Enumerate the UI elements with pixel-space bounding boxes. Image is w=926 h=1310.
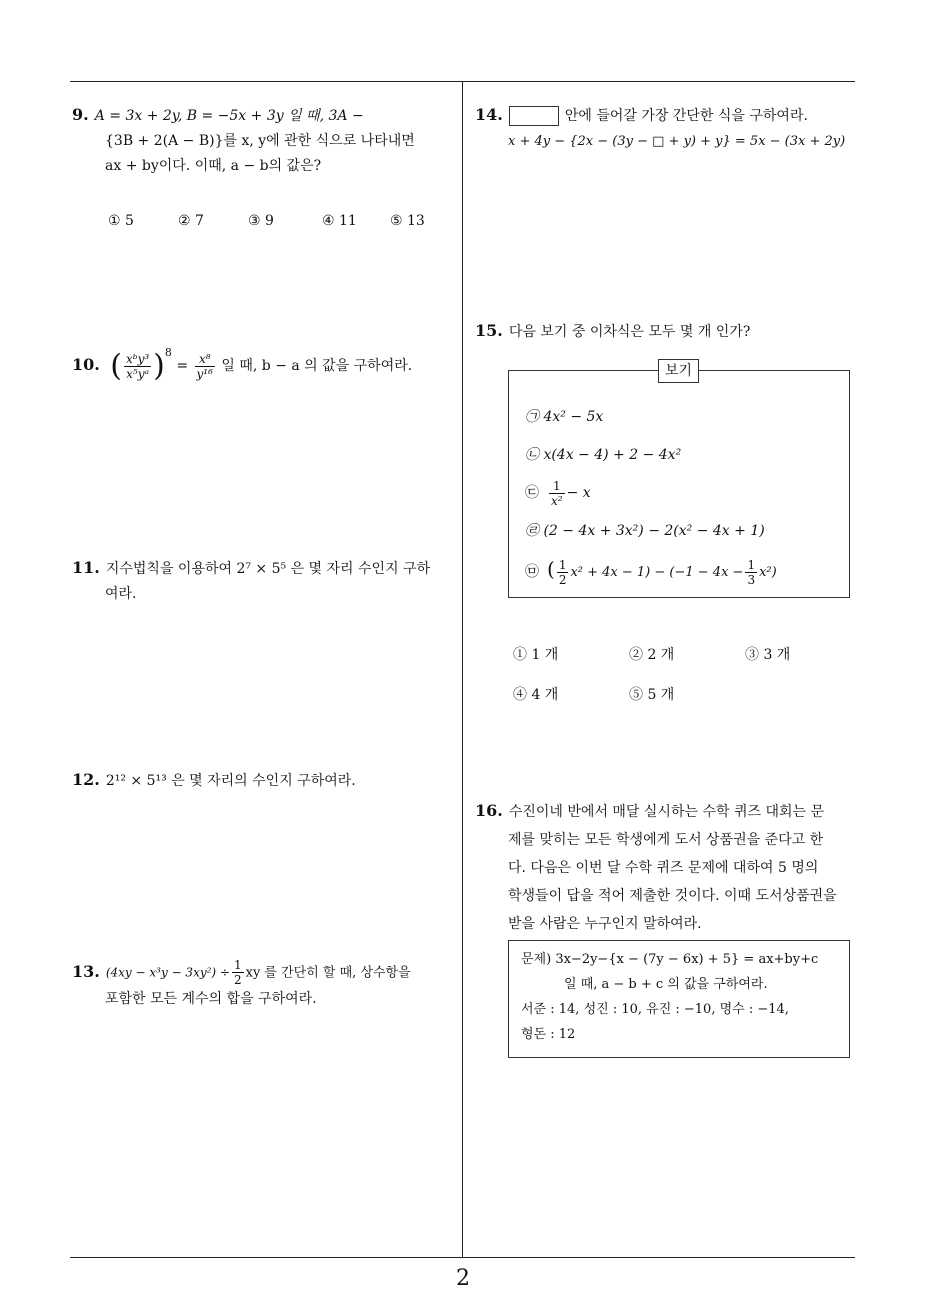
example-item-5: ㉤ ( $\frac{1}{2}$ x² + 4x − 1) − (−1 − 4x − $\frac{1}{3}$ x²)	[525, 557, 777, 587]
choice-2[interactable]: ② 2 개	[629, 647, 675, 663]
choice-4[interactable]: ④ 11	[322, 213, 357, 229]
fraction-lhs: $\frac{\text{xᵇy³}}{\text{x⁵yᵃ}}$	[126, 351, 150, 381]
problem-9	[72, 102, 457, 234]
example-items	[525, 398, 845, 592]
problem-10: 10. ( $\frac{\text{xᵇy³}}{\text{x⁵yᵃ}}$ )$^8$ = $\frac{\text{x⁸}}{\text{y¹⁶}}$ 일 때, b − a 의 값을 구하여라.	[72, 346, 413, 384]
problem-number: 12.	[72, 770, 100, 789]
choice-4[interactable]: ④ 4 개	[513, 687, 559, 703]
problem-text: A = 3x + 2y, B = −5x + 3y 일 때, 3A −	[94, 108, 364, 124]
problem-number: 15.	[475, 321, 503, 340]
example-item-4: ㉣ (2 − 4x + 3x²) − 2(x² − 4x + 1)	[525, 523, 765, 539]
fraction: $\frac{1}{3}$	[747, 557, 756, 587]
problem-number: 9.	[72, 105, 89, 124]
problem-13	[72, 958, 457, 1012]
problem-text: 일 때, b − a 의 값을 구하여라.	[221, 358, 413, 374]
problem-15	[475, 318, 860, 345]
problem-12	[72, 767, 457, 794]
problem-box-content	[521, 947, 851, 1047]
answer-choices	[72, 209, 457, 234]
example-item-3: ㉢ $\frac{1}{\text{x²}}$ − x	[525, 478, 591, 508]
problem-text: 다음 보기 중 이차식은 모두 몇 개 인가?	[508, 324, 751, 340]
problem-text: 받을 사람은 누구인지 말하여라.	[508, 916, 702, 932]
problem-text: 제를 맞히는 모든 학생에게 도서 상품권을 준다고 한	[508, 832, 824, 848]
student-answers: 형돈 : 12	[521, 1027, 576, 1042]
example-box-title: 보기	[658, 359, 699, 383]
fraction: $\frac{1}{2}$	[233, 958, 242, 987]
problem-text: ax + by이다. 이때, a − b의 값은?	[105, 158, 322, 174]
example-item-1: ㉠ 4x² − 5x	[525, 409, 604, 425]
column-divider	[462, 81, 463, 1258]
student-answers: 서준 : 14, 성진 : 10, 유진 : −10, 명수 : −14,	[521, 1002, 789, 1017]
problem-number: 11.	[72, 558, 100, 577]
problem-text: xy 를 간단히 할 때, 상수항을	[245, 965, 411, 981]
problem-text: 2¹² × 5¹³ 은 몇 자리의 수인지 구하여라.	[105, 773, 356, 789]
fraction: $\frac{1}{2}$	[558, 557, 567, 587]
choice-2[interactable]: ② 7	[178, 213, 204, 229]
problem-text: 학생들이 답을 적어 제출한 것이다. 이때 도서상품권을	[508, 888, 837, 904]
problem-text: 지수법칙을 이용하여 2⁷ × 5⁵ 은 몇 자리 수인지 구하	[105, 561, 431, 577]
choice-5[interactable]: ⑤ 13	[390, 213, 425, 229]
problem-text: 포함한 모든 계수의 합을 구하여라.	[105, 991, 317, 1007]
problem-text: 수진이네 반에서 매달 실시하는 수학 퀴즈 대회는 문	[508, 804, 824, 820]
box-question: 일 때, a − b + c 의 값을 구하여라.	[564, 977, 768, 992]
expression: (4xy − x³y − 3xy²) ÷	[105, 965, 230, 980]
page-number: 2	[456, 1266, 470, 1291]
problem-number: 16.	[475, 801, 503, 820]
problem-text: {3B + 2(A − B)}를 x, y에 관한 식으로 나타내면	[105, 133, 415, 149]
problem-16	[475, 797, 865, 938]
answer-choices	[513, 635, 853, 715]
problem-text: 다. 다음은 이번 달 수학 퀴즈 문제에 대하여 5 명의	[508, 860, 819, 876]
problem-number: 13.	[72, 961, 100, 981]
exponent: 8	[164, 346, 172, 359]
problem-14	[475, 102, 860, 154]
bottom-rule	[70, 1257, 855, 1258]
problem-number: 10.	[72, 355, 100, 374]
fraction-rhs: $\frac{\text{x⁸}}{\text{y¹⁶}}$	[196, 351, 213, 381]
choice-1[interactable]: ① 1 개	[513, 647, 559, 663]
answer-blank-box[interactable]	[509, 106, 559, 126]
box-question: 문제) 3x−2y−{x − (7y − 6x) + 5} = ax+by+c	[521, 952, 819, 967]
problem-11	[72, 555, 457, 607]
example-item-2: ㉡ x(4x − 4) + 2 − 4x²	[525, 447, 682, 463]
choice-5[interactable]: ⑤ 5 개	[629, 687, 675, 703]
equation: x + 4y − {2x − (3y − □ + y) + y} = 5x − (3x + 2y)	[508, 134, 846, 149]
problem-number: 14.	[475, 105, 503, 124]
choice-3[interactable]: ③ 3 개	[745, 647, 791, 663]
choice-1[interactable]: ① 5	[108, 213, 134, 229]
choice-3[interactable]: ③ 9	[248, 213, 274, 229]
fraction: $\frac{1}{\text{x²}}$	[551, 478, 563, 508]
problem-text: 안에 들어갈 가장 간단한 식을 구하여라.	[564, 108, 808, 124]
problem-text: 여라.	[105, 586, 137, 602]
